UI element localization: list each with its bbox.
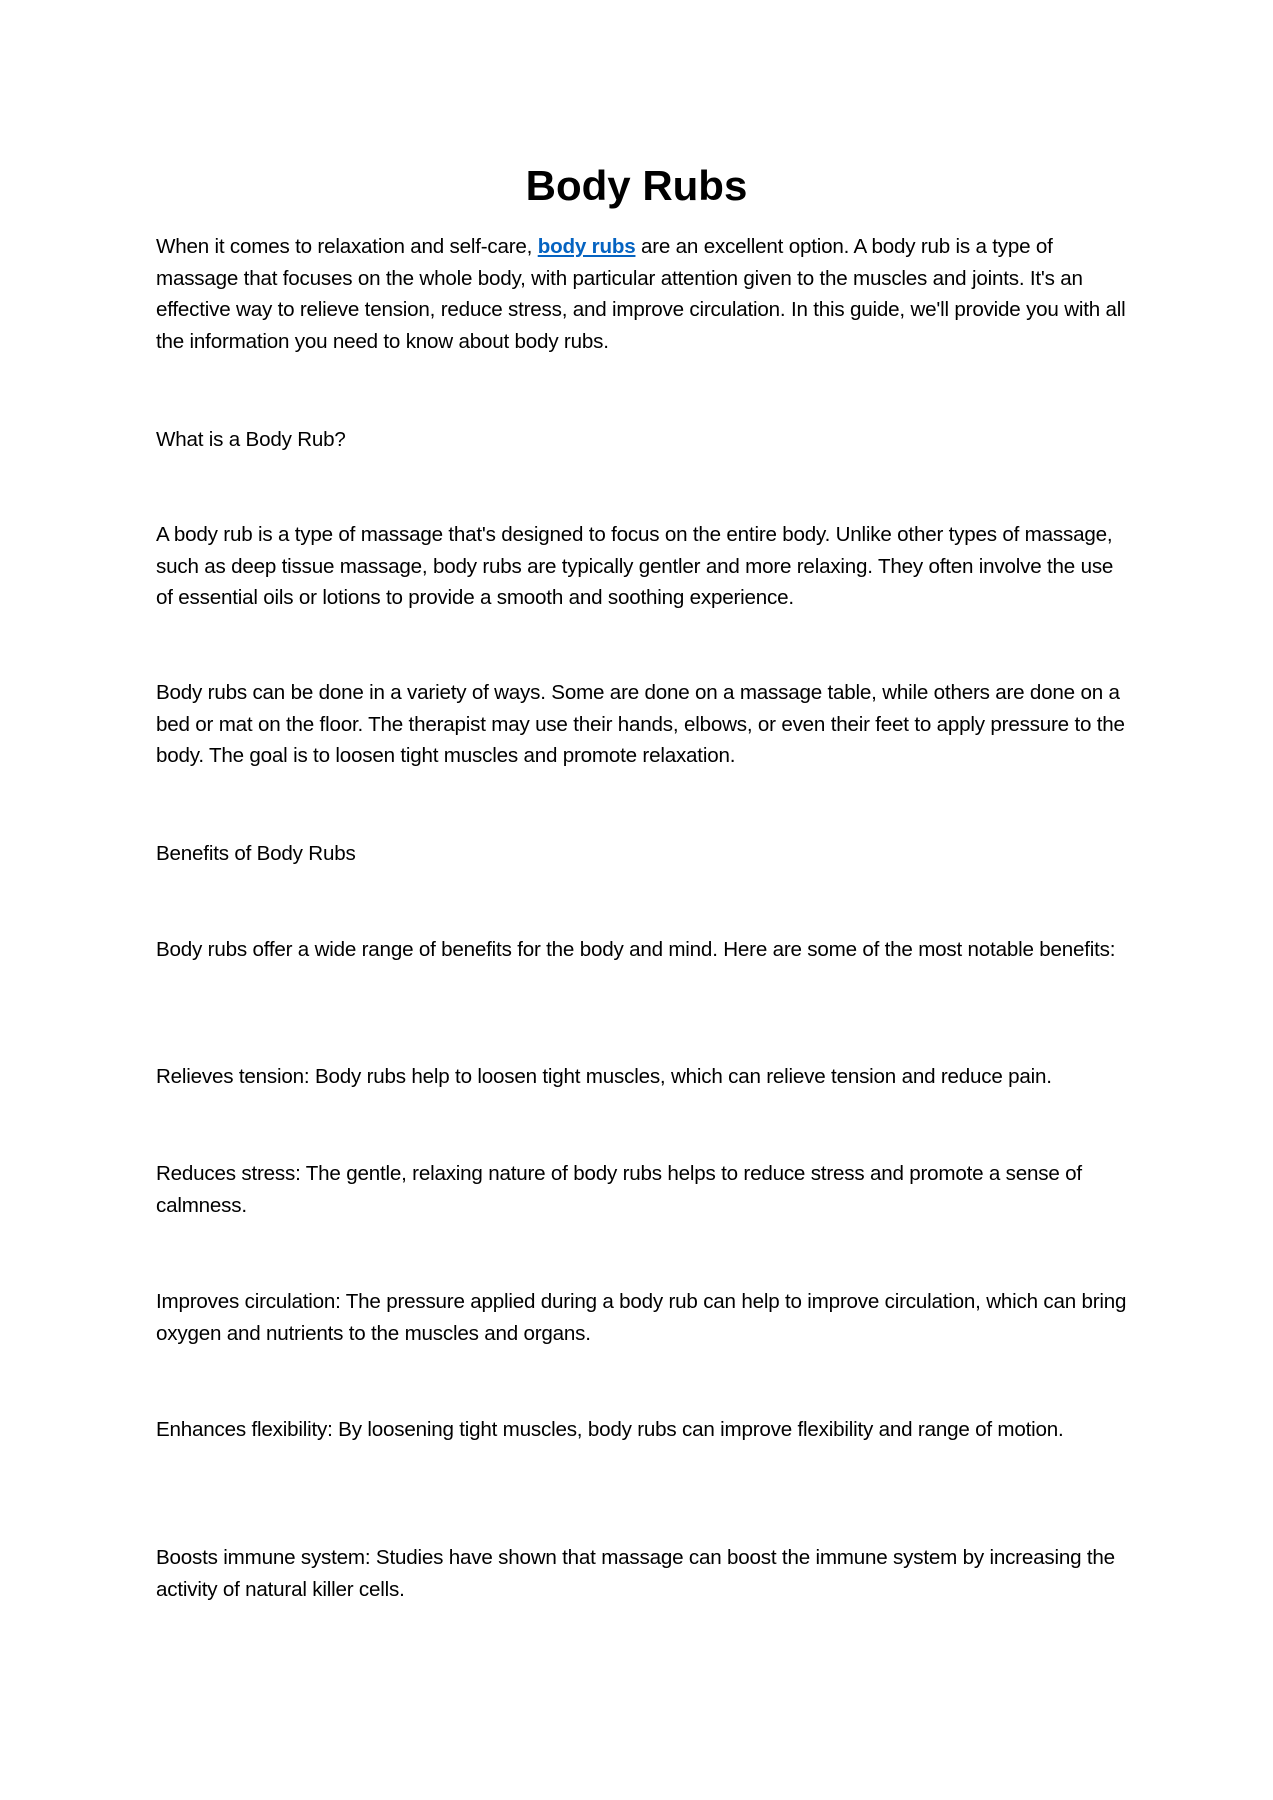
section-heading-benefits: Benefits of Body Rubs — [156, 842, 356, 865]
what-paragraph-2: Body rubs can be done in a variety of ways. Some are done on a massage table, while others are done on a bed or mat on the floor. The therapist may use their hands, elbows, or even their feet to apply pressure to the body. The goal is to loosen tight muscles and promote relaxation. — [156, 681, 1125, 767]
benefit-item: Boosts immune system: Studies have shown that massage can boost the immune system by increasing the activity of natural killer cells. — [156, 1546, 1115, 1601]
intro-text-after: are an excellent option. A body rub is a type of massage that focuses on the whole body, with particular attention given to the muscles and joints. It's an effective way to relieve tension, reduce stress, and improve circulation. In this guide, we'll provide you with all the information you need to know about body rubs. — [156, 235, 1126, 353]
intro-text-before: When it comes to relaxation and self-care, — [156, 235, 538, 258]
benefit-item: Improves circulation: The pressure applied during a body rub can help to improve circulation, which can bring oxygen and nutrients to the muscles and organs. — [156, 1290, 1127, 1345]
intro-paragraph — [156, 231, 1131, 357]
what-paragraph-1: A body rub is a type of massage that's designed to focus on the entire body. Unlike other types of massage, such as deep tissue massage, body rubs are typically gentler and more relaxing. They often involve the use of essential oils or lotions to provide a smooth and soothing experience. — [156, 523, 1114, 609]
page-title: Body Rubs — [525, 162, 748, 209]
benefit-item: Enhances flexibility: By loosening tight muscles, body rubs can improve flexibility and range of motion. — [156, 1418, 1064, 1441]
benefits-intro-paragraph: Body rubs offer a wide range of benefits for the body and mind. Here are some of the most notable benefits: — [156, 938, 1116, 961]
section-heading-what: What is a Body Rub? — [156, 428, 346, 451]
benefit-item: Reduces stress: The gentle, relaxing nature of body rubs helps to reduce stress and promote a sense of calmness. — [156, 1162, 1082, 1217]
benefit-item: Relieves tension: Body rubs help to loosen tight muscles, which can relieve tension and reduce pain. — [156, 1065, 1052, 1088]
body-rubs-link[interactable]: body rubs — [537, 235, 636, 258]
